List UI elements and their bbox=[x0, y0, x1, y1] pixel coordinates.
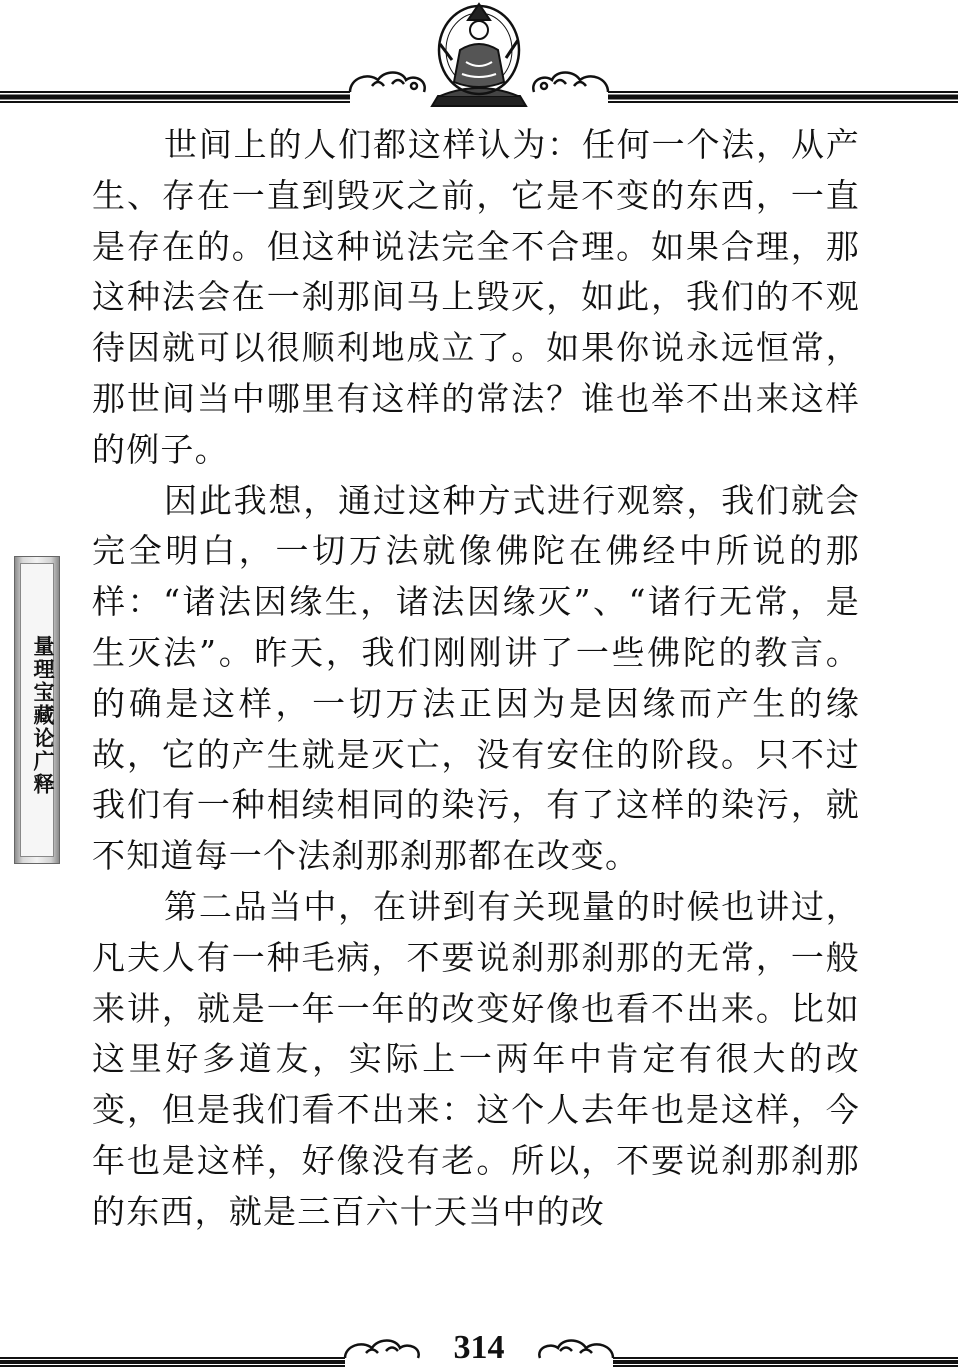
cloud-scroll-icon bbox=[539, 1341, 613, 1359]
paragraph: 因此我想，通过这种方式进行观察，我们就会完全明白，一切万法就像佛陀在佛经中所说的那样：“诸法因缘生，诸法因缘灭”、“诸行无常，是生灭法”。昨天，我们刚刚讲了一些佛陀的教言。的确是这样，一切万法正因为是因缘而产生的缘故，它的产生就是灭亡，没有安住的阶段。只不过我们有一种相续相同的染污，有了这样的染污，就不知道每一个法刹那刹那都在改变。 bbox=[92, 480, 860, 876]
cloud-scroll-icon bbox=[350, 73, 425, 93]
cloud-scroll-icon bbox=[345, 1341, 419, 1359]
page-header bbox=[0, 0, 958, 112]
body-text bbox=[92, 120, 860, 1238]
deity-emblem-icon bbox=[432, 4, 526, 106]
header-ornament bbox=[0, 0, 958, 112]
paragraph: 世间上的人们都这样认为：任何一个法，从产生、存在一直到毁灭之前，它是不变的东西，一直是存在的。但这种说法完全不合理。如果合理，那这种法会在一刹那间马上毁灭，如此，我们的不观待因就可以很顺利地成立了。如果你说永远恒常，那世间当中哪里有这样的常法？谁也举不出来这样的例子。 bbox=[92, 125, 860, 469]
book-title: 量理宝藏论广释 bbox=[31, 634, 56, 796]
side-tab bbox=[14, 556, 60, 864]
paragraph: 第二品当中，在讲到有关现量的时候也讲过，凡夫人有一种毛病，不要说刹那刹那的无常，一般来讲，就是一年一年的改变好像也看不出来。比如这里好多道友，实际上一两年中肯定有很大的改变，但是我们看不出来：这个人去年也是这样，今年也是这样，好像没有老。所以，不要说刹那刹那的东西，就是三百六十天当中的改 bbox=[92, 886, 860, 1231]
cloud-scroll-icon bbox=[533, 73, 608, 93]
page-number: 314 bbox=[453, 1329, 505, 1366]
